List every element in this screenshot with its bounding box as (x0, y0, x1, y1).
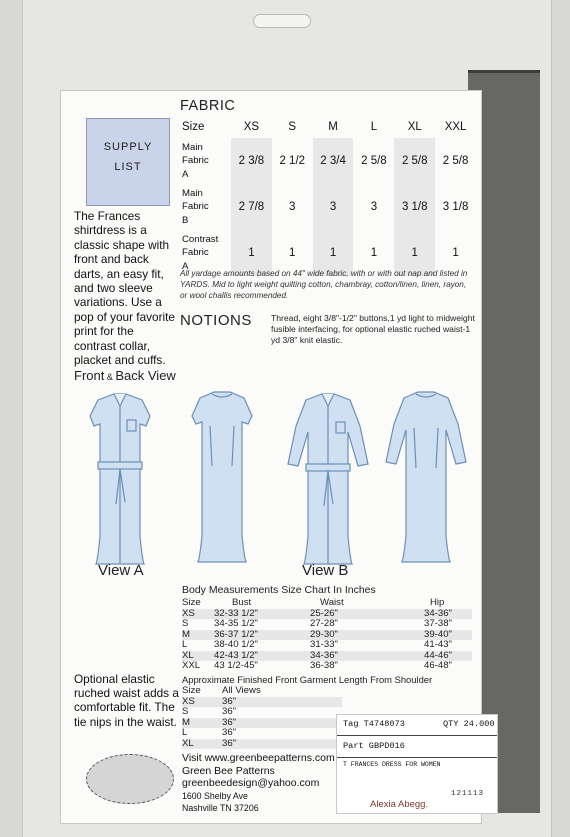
company-name: Green Bee Patterns (182, 764, 275, 777)
table-row: XL 36" (182, 739, 342, 750)
yardage-cell: 1 (231, 230, 272, 276)
size-col: M (328, 121, 338, 133)
table-row: L 36" (182, 727, 237, 739)
supply-list-box (86, 118, 170, 206)
fabric-row-label: Contrast Fabric A (182, 233, 219, 272)
yardage-cell: 1 (394, 230, 435, 276)
view-a-back-dress (192, 392, 252, 562)
hang-hole (253, 14, 311, 28)
yardage-cell: 3 1/8 (394, 184, 435, 230)
view-a-front-dress (90, 394, 150, 564)
yardage-cell: 2 1/2 (279, 155, 306, 167)
yardage-cell: 3 1/8 (442, 201, 469, 213)
fabric-row (180, 184, 476, 230)
fabric-row (180, 138, 476, 184)
pattern-description: The Frances shirtdress is a classic shape with front and back darts, an easy fit, and two sleeve variations. Use a pop of your favorite print for the contrast collar, placket and cuffs. (74, 209, 175, 368)
yardage-cell: 2 7/8 (231, 184, 272, 230)
part-number: Part GBPD016 (343, 741, 405, 751)
length-chart-title: Approximate Finished Front Garment Length From Shoulder (182, 674, 433, 685)
table-row: S 34-35 1/2" 27-28" 37-38" (182, 618, 452, 630)
size-col: XXL (444, 121, 467, 133)
size-col: XL (407, 121, 422, 133)
price-sticker-placeholder (86, 754, 174, 804)
fabric-table (180, 116, 476, 276)
elastic-note: Optional elastic ruched waist adds a comfortable fit. The tie nips in the waist. (74, 672, 179, 729)
label-divider (337, 735, 497, 736)
item-description: T FRANCES DRESS FOR WOMEN (343, 761, 441, 768)
yardage-cell: 1 (289, 247, 296, 259)
yardage-cell: 2 3/8 (231, 138, 272, 184)
designer-name: Alexia Abegg. (370, 799, 429, 810)
label-divider (337, 757, 497, 758)
view-b-label: View B (302, 562, 349, 579)
yardage-cell: 2 5/8 (394, 138, 435, 184)
table-row: XXL 43 1/2-45" 36-38" 46-48" (182, 660, 452, 672)
tag-number: Tag T4748073 (343, 719, 405, 729)
table-row: XS 32-33 1/2" 25-26" 34-36" (182, 609, 472, 620)
table-row: M 36-37 1/2" 29-30" 39-40" (182, 630, 472, 641)
yardage-cell: 1 (452, 247, 459, 259)
yardage-cell: 2 5/8 (442, 155, 469, 167)
length-header-row: Size All Views (182, 685, 261, 697)
quantity: QTY 24.000 (443, 719, 495, 729)
size-col: L (370, 121, 378, 133)
size-header: Size (182, 121, 205, 133)
barcode-number: 121113 (451, 790, 485, 798)
view-b-back-dress (386, 392, 466, 562)
fabric-row-label: Main Fabric A (182, 141, 209, 180)
garment-length-table (182, 686, 342, 749)
body-measurements-table (182, 598, 472, 672)
notions-heading: NOTIONS (180, 312, 252, 329)
supply-label: SUPPLY (103, 141, 153, 153)
body-header-row: Size Bust Waist Hip (182, 597, 445, 609)
yardage-cell: 1 (370, 247, 378, 259)
address-line: Nashville TN 37206 (182, 803, 259, 813)
notions-text: Thread, eight 3/8"-1/2" buttons,1 yd light to midweight fusible interfacing, for optional elastic ruched waist-1 yd 3/8" knit elastic. (271, 313, 475, 345)
view-a-label: View A (98, 562, 144, 579)
size-col: S (288, 121, 297, 133)
yardage-cell: 1 (313, 230, 354, 276)
yardage-cell: 3 (289, 201, 296, 213)
address-line: 1600 Shelby Ave (182, 790, 248, 801)
fabric-row-label: Main Fabric B (182, 187, 209, 226)
fabric-note: All yardage amounts based on 44" wide fabric, with or with out nap and listed in YARDS. Mid to light weight quilting cotton, chambray, cotton/linen, linen, rayon, or wool challis recommended. (180, 269, 468, 300)
size-col: XS (243, 121, 260, 133)
yardage-cell: 2 5/8 (361, 155, 387, 167)
table-row: S 36" (182, 706, 237, 718)
view-b-front-dress (288, 394, 368, 564)
email-link[interactable]: greenbeedesign@yahoo.com (182, 777, 320, 789)
table-row: XL 42-43 1/2" 34-36" 44-46" (182, 651, 472, 662)
yardage-cell: 3 (313, 184, 354, 230)
fabric-heading: FABRIC (180, 98, 236, 114)
yardage-cell: 2 3/4 (313, 138, 354, 184)
garment-illustrations (72, 386, 476, 586)
yardage-cell: 3 (370, 201, 378, 213)
website-link[interactable]: Visit www.greenbeepatterns.com (182, 752, 335, 764)
fabric-header-row (180, 116, 476, 138)
contact-info (182, 752, 335, 815)
table-row: XS 36" (182, 697, 342, 708)
body-chart-title: Body Measurements Size Chart In Inches (182, 584, 376, 596)
table-row: M 36" (182, 718, 342, 729)
views-heading: Front & Back View (74, 368, 176, 383)
table-row: L 38-40 1/2" 31-33" 41-43" (182, 639, 452, 651)
list-label: LIST (114, 161, 142, 173)
